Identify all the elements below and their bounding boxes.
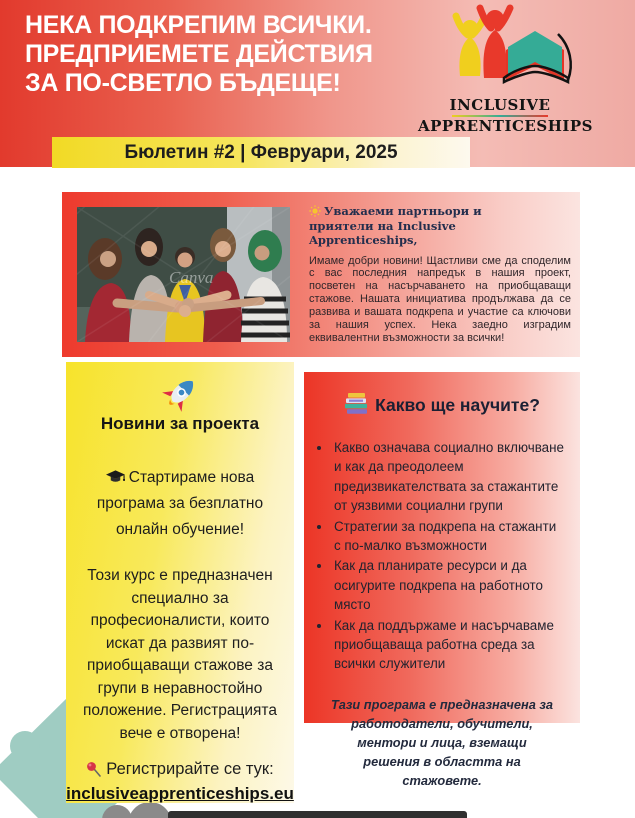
news-subheading <box>66 465 294 543</box>
bullet-item: • Как да поддържаме и насърчаваме приобщаваща работна среда за всички служители <box>332 616 566 674</box>
page-title-line: ЗА ПО-СВЕТЛО БЪДЕЩЕ! <box>25 69 341 97</box>
bulletin-banner-text: Бюлетин #2 | Февруари, 2025 <box>124 141 398 163</box>
page-title-line: ПРЕДПРИЕМЕТЕ ДЕЙСТВИЯ <box>25 40 373 68</box>
graduation-cap-icon <box>106 470 125 485</box>
rocket-icon <box>161 375 199 413</box>
group-photo <box>77 207 290 342</box>
logo-book-people-icon <box>418 4 582 92</box>
news-heading: Новини за проекта <box>100 414 260 433</box>
register-label: Регистрирайте се тук: <box>106 760 274 778</box>
register-row <box>66 760 294 804</box>
inclusive-apprenticeships-logo <box>418 4 593 135</box>
bullet-item: • Как да планирате ресурси и да осигурите подкрепа на работното място <box>332 556 566 614</box>
logo-text-line1: INCLUSIVE <box>449 96 551 114</box>
welcome-text-block <box>309 204 571 345</box>
register-link[interactable]: inclusiveapprenticeships.eu <box>66 784 294 803</box>
learn-heading-row <box>304 393 580 416</box>
learn-heading: Какво ще научите? <box>375 395 540 415</box>
learn-note: Тази програма е предназначена за работодатели, обучители, ментори и лица, вземащи решения в областта на стажовете. <box>330 696 554 788</box>
news-body: Този курс е предназначен специално за професионалисти, които искат да развият по-приобщаващи стажове за групи в неравностойно положение. Регистрацията вече е отворена! <box>83 567 277 742</box>
page-title-line: НЕКА ПОДКРЕПИМ ВСИЧКИ. <box>25 11 372 39</box>
page-title <box>25 11 373 98</box>
bullet-item: • Стратегии за подкрепа на стажанти с по-малко възможности <box>332 517 566 556</box>
news-card <box>66 362 294 803</box>
welcome-heading-text: Уважаеми партньори и приятели на Inclusive Apprenticeships, <box>309 204 482 247</box>
welcome-heading <box>309 204 537 248</box>
bullet-item: • Какво означава социално включване и как да преодолеем предизвикателствата за стажантите от уязвими социални групи <box>332 438 566 516</box>
learn-card <box>304 372 580 788</box>
sun-icon <box>309 205 321 217</box>
learn-bullets <box>318 438 566 674</box>
pushpin-icon <box>86 761 102 777</box>
welcome-card <box>62 192 580 357</box>
photo-watermark: Canva <box>169 268 214 287</box>
news-subheading-text: Стартираме нова програма за безплатно онлайн обучение! <box>96 469 264 538</box>
books-icon <box>344 393 370 416</box>
bottom-section-bar <box>168 811 467 818</box>
logo-text-line2: APPRENTICESHIPS <box>418 117 593 135</box>
bulletin-banner <box>52 137 470 168</box>
welcome-body: Имаме добри новини! Щастливи сме да споделим с вас последния напредък в нашия проект, посветен на насърчаването на приобщаващи стажове. Нашата инициатива продължава да се развива и вашата подкрепа и участие са ключови за нашия успех. Нека заедно изградим еквивалентни възможности за всички! <box>309 254 571 344</box>
